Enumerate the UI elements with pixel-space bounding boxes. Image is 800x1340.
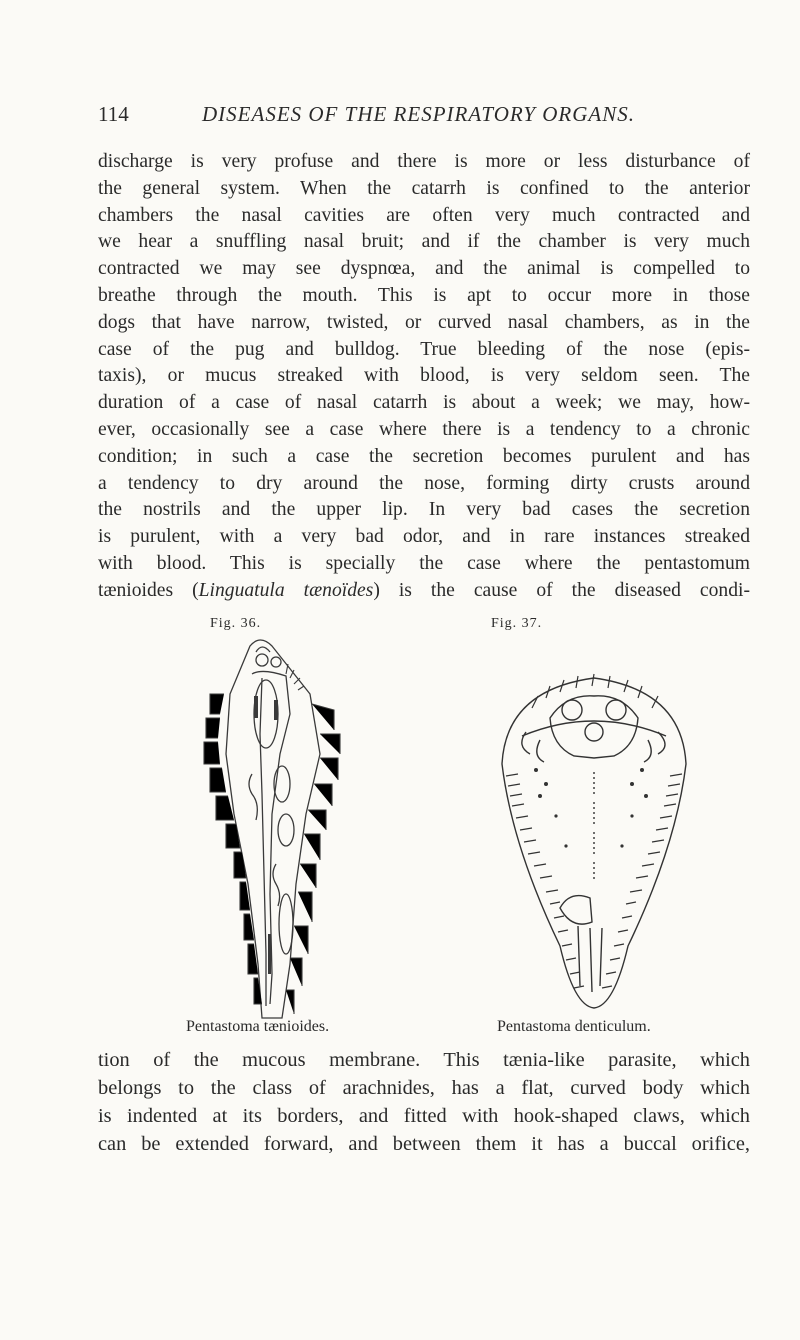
- text-line: dogs that have narrow, twisted, or curved nasal chambers, as in the: [98, 311, 750, 333]
- text-line: taxis), or mucus streaked with blood, is very seldom seen. The: [98, 365, 750, 387]
- text-segment: tænioides (: [98, 579, 199, 601]
- text-line: contracted we may see dyspnœa, and the animal is compelled to: [98, 258, 750, 280]
- figure-37: [496, 646, 692, 1016]
- text-line-with-italic: [98, 578, 750, 605]
- text-line: a tendency to dry around the nose, forming dirty crusts around: [98, 472, 750, 494]
- italic-species-name: Linguatula tænoïdes: [198, 579, 374, 601]
- figure-37-caption: Pentastoma denticulum.: [497, 1018, 651, 1035]
- text-line: case of the pug and bulldog. True bleeding of the nose (epis-: [98, 338, 750, 360]
- figure-36-label: Fig. 36.: [210, 616, 262, 631]
- pentastoma-taenioides-illustration: [190, 634, 390, 1026]
- text-line: with blood. This is specially the case where the pentastomum: [98, 552, 750, 574]
- text-line: is indented at its borders, and fitted with hook-shaped claws, which: [98, 1105, 750, 1127]
- text-line: condition; in such a case the secretion becomes purulent and has: [98, 445, 750, 467]
- text-line: belongs to the class of arachnides, has a flat, curved body which: [98, 1077, 750, 1099]
- text-line: we hear a snuffling nasal bruit; and if the chamber is very much: [98, 231, 750, 253]
- text-segment: ) is the cause of the diseased condi-: [373, 579, 750, 601]
- paragraph-1: [98, 149, 750, 605]
- text-line: discharge is very profuse and there is more or less disturbance of: [98, 151, 750, 172]
- page-header: [98, 102, 748, 130]
- figure-36: [190, 634, 390, 1026]
- figure-37-label: Fig. 37.: [491, 616, 543, 631]
- text-line: breathe through the mouth. This is apt to occur more in those: [98, 284, 750, 306]
- text-line: the nostrils and the upper lip. In very bad cases the secretion: [98, 499, 750, 521]
- text-line: ever, occasionally see a case where there is a tendency to a chronic: [98, 418, 750, 440]
- text-line: can be extended forward, and between them it has a buccal orifice,: [98, 1133, 750, 1155]
- pentastoma-denticulum-illustration: [496, 646, 692, 1016]
- text-line: is purulent, with a very bad odor, and in rare instances streaked: [98, 526, 750, 548]
- page-number: 114: [98, 102, 129, 126]
- text-line: chambers the nasal cavities are often very much contracted and: [98, 204, 750, 226]
- running-head: DISEASES OF THE RESPIRATORY ORGANS.: [202, 102, 635, 126]
- text-line: the general system. When the catarrh is confined to the anterior: [98, 177, 750, 199]
- paragraph-2: [98, 1046, 750, 1158]
- text-line: tion of the mucous membrane. This tænia-like parasite, which: [98, 1049, 750, 1071]
- text-line: duration of a case of nasal catarrh is about a week; we may, how-: [98, 392, 750, 414]
- figure-36-caption: Pentastoma tænioides.: [186, 1018, 330, 1035]
